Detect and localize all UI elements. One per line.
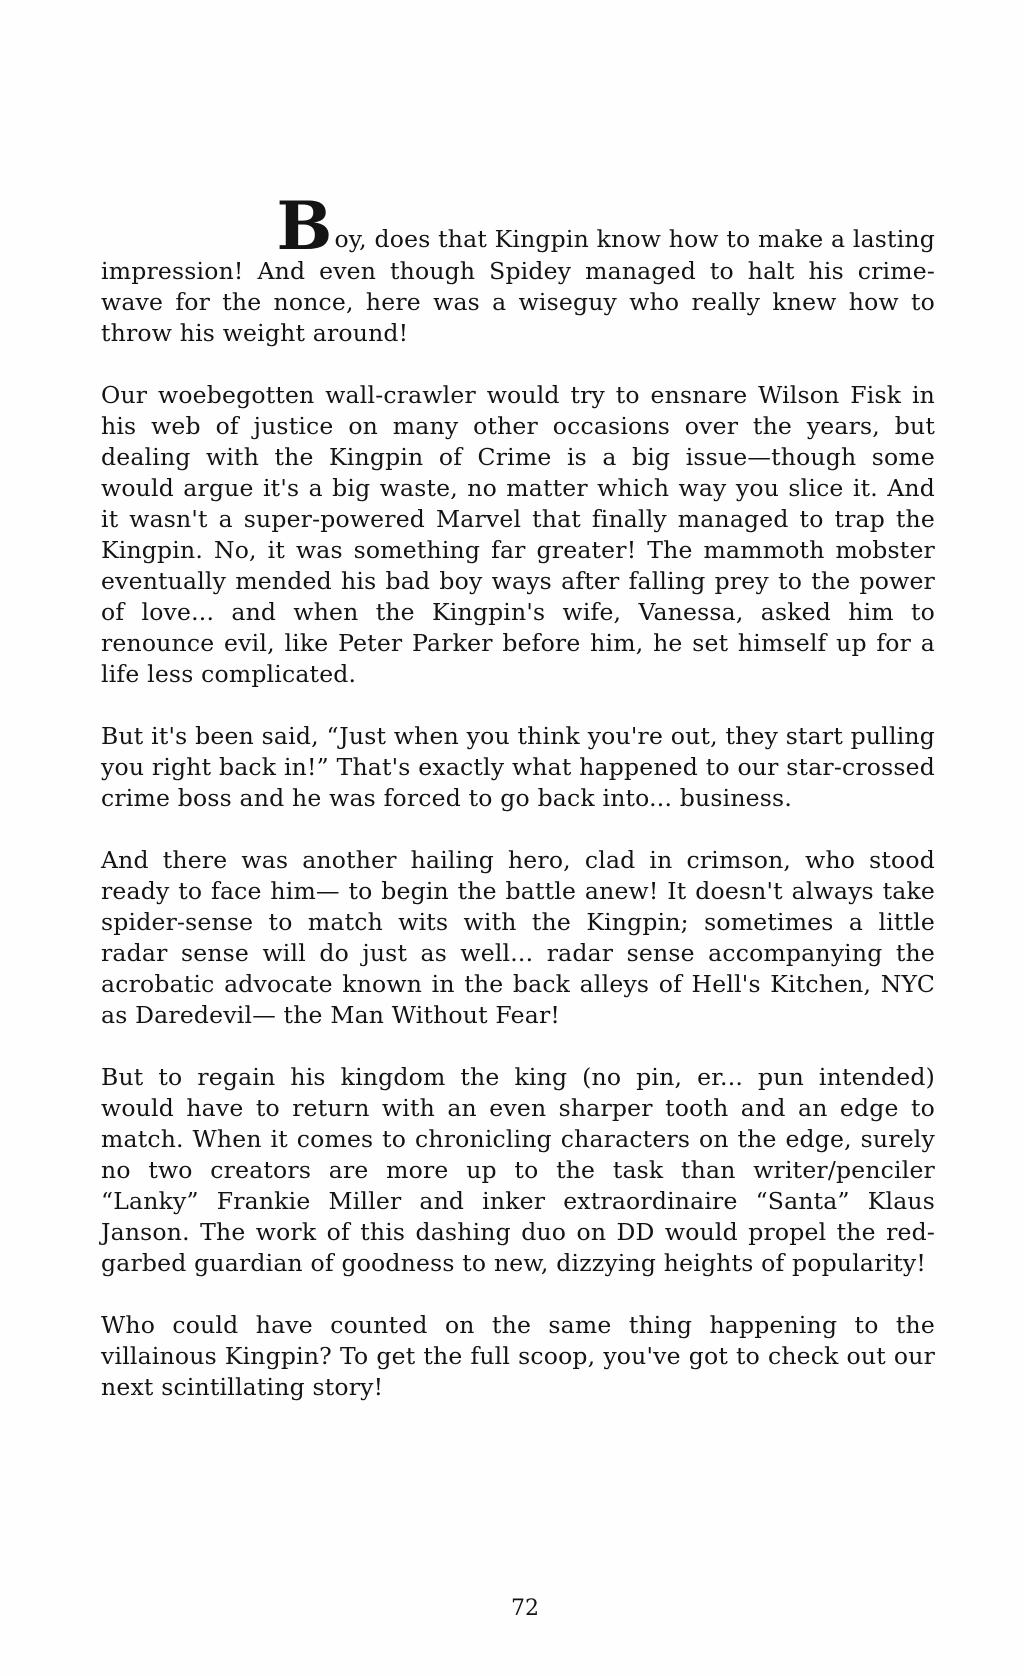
opening-line (101, 187, 935, 265)
paragraph-5: But to regain his kingdom the king (no pin, er... pun intended) would have to return with an even sharper tooth and an edge to match. When it comes to chronicling characters on the edge, surely no two creators are more up to the task than writer/penciler “Lanky” Frankie Miller and inker extraordinaire “Santa” Klaus Janson. The work of this dashing duo on DD would propel the red-garbed guardian of goodness to new, dizzying heights of popularity! (101, 1063, 935, 1277)
paragraph-3: But it's been said, “Just when you think you're out, they start pulling you right back in!” That's exactly what happened to our star-crossed crime boss and he was forced to go back into... business. (101, 722, 935, 812)
opening-line-text: oy, does that Kingpin know how to make a lasting (334, 225, 935, 253)
drop-cap-letter: B (276, 187, 333, 265)
article-body (101, 187, 935, 1434)
paragraph-6: Who could have counted on the same thing happening to the villainous Kingpin? To get the full scoop, you've got to check out our next scintillating story! (101, 1311, 935, 1401)
page-number: 72 (511, 1596, 539, 1621)
paragraph-4: And there was another hailing hero, clad in crimson, who stood ready to face him— to begin the battle anew! It doesn't always take spider-sense to match wits with the Kingpin; sometimes a little radar sense will do just as well... radar sense accompanying the acrobatic advocate known in the back alleys of Hell's Kitchen, NYC as Daredevil— the Man Without Fear! (101, 846, 935, 1029)
paragraph-1 (101, 187, 935, 349)
paragraph-2: Our woebegotten wall-crawler would try to ensnare Wilson Fisk in his web of justice on many other occasions over the years, but dealing with the Kingpin of Crime is a big issue—though some would argue it's a big waste, no matter which way you slice it. And it wasn't a super-powered Marvel that finally managed to trap the Kingpin. No, it was something far greater! The mammoth mobster eventually mended his bad boy ways after falling prey to the power of love... and when the Kingpin's wife, Vanessa, asked him to renounce evil, like Peter Parker before him, he set himself up for a life less complicated. (101, 381, 935, 688)
paragraph-1-text: impression! And even though Spidey managed to halt his crime-wave for the nonce, here was a wiseguy who really knew how to throw his weight around! (101, 257, 935, 347)
